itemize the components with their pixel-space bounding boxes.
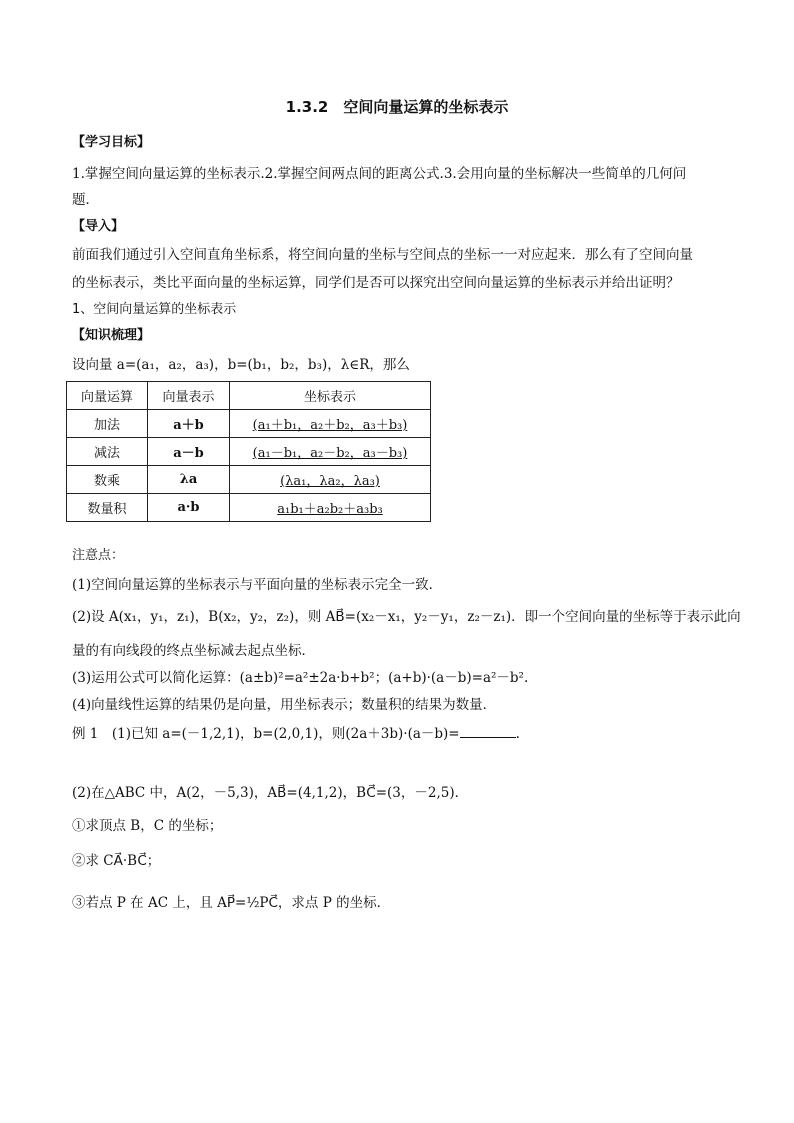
question-2: ②求 CA⃗·BC⃗； [72, 853, 161, 869]
part1-heading: 1、空间向量运算的坐标表示 [72, 302, 237, 317]
answer-blank[interactable] [460, 723, 516, 738]
example-1-text: 例 1 (1)已知 a=(－1,2,1)，b=(2,0,1)，则(2a＋3b)·(a－b)= [72, 726, 460, 742]
table-cell: (a₁＋b₁，a₂＋b₂，a₃＋b₃) [230, 410, 431, 438]
example-1-part-2: (2)在△ABC 中，A(2，－5,3)，AB⃗=(4,1,2)，BC⃗=(3，－2,5)． [72, 785, 469, 801]
table-header: 向量运算 [67, 382, 148, 410]
table-row [67, 410, 431, 438]
table-header: 向量表示 [148, 382, 230, 410]
table-row [67, 438, 431, 466]
table-cell: a－b [148, 438, 230, 466]
objectives-heading: 【学习目标】 [72, 135, 151, 150]
note-2-line-2: 量的有向线段的终点坐标减去起点坐标． [72, 643, 315, 659]
note-3: (3)运用公式可以简化运算：(a±b)²=a²±2a·b+b²；(a+b)·(a－b)=a²－b². [72, 670, 529, 686]
note-1: (1)空间向量运算的坐标表示与平面向量的坐标表示完全一致． [72, 577, 443, 593]
table-header-row [67, 382, 431, 410]
table-cell: a＋b [148, 410, 230, 438]
table-cell: 加法 [67, 410, 148, 438]
table-cell: 数乘 [67, 466, 148, 494]
intro-heading: 【导入】 [72, 219, 125, 234]
note-2-line-1: (2)设 A(x₁，y₁，z₁)，B(x₂，y₂，z₂)，则 AB⃗=(x₂－x₁，y₂－y₁，z₂－z₁)．即一个空间向量的坐标等于表示此向 [72, 609, 741, 625]
table-cell: (a₁－b₁，a₂－b₂，a₃－b₃) [230, 438, 431, 466]
question-3: ③若点 P 在 AC 上，且 AP⃗=½PC⃗，求点 P 的坐标． [72, 895, 391, 911]
intro-line-1: 前面我们通过引入空间直角坐标系，将空间向量的坐标与空间点的坐标一一对应起来．那么有了空间向量 [72, 247, 693, 263]
table-cell: λa [148, 466, 230, 494]
table-cell: a₁b₁＋a₂b₂＋a₃b₃ [230, 494, 431, 522]
notes-heading: 注意点： [72, 548, 125, 563]
setup-line: 设向量 a=(a₁，a₂，a₃)，b=(b₁，b₂，b₃)，λ∈R，那么 [72, 357, 410, 373]
objectives-line-2: 题． [72, 192, 99, 208]
note-4: (4)向量线性运算的结果仍是向量，用坐标表示；数量积的结果为数量． [72, 697, 497, 713]
table-cell: 减法 [67, 438, 148, 466]
table-cell: a·b [148, 494, 230, 522]
knowledge-heading: 【知识梳理】 [72, 328, 151, 343]
page-title: 1.3.2 空间向量运算的坐标表示 [285, 98, 509, 116]
table-row [67, 494, 431, 522]
intro-line-2: 的坐标表示，类比平面向量的坐标运算，同学们是否可以探究出空间向量运算的坐标表示并给出证明？ [72, 275, 680, 291]
table-header: 坐标表示 [230, 382, 431, 410]
objectives-line-1: 1.掌握空间向量运算的坐标表示.2.掌握空间两点间的距离公式.3.会用向量的坐标解决一些简单的几何问 [72, 166, 687, 182]
table-cell: 数量积 [67, 494, 148, 522]
table-row [67, 466, 431, 494]
question-1: ①求顶点 B，C 的坐标； [72, 818, 223, 834]
example-1-end: . [515, 726, 520, 742]
example-1-part-1 [72, 723, 520, 744]
operations-table [66, 381, 431, 522]
table-cell: (λa₁，λa₂，λa₃) [230, 466, 431, 494]
